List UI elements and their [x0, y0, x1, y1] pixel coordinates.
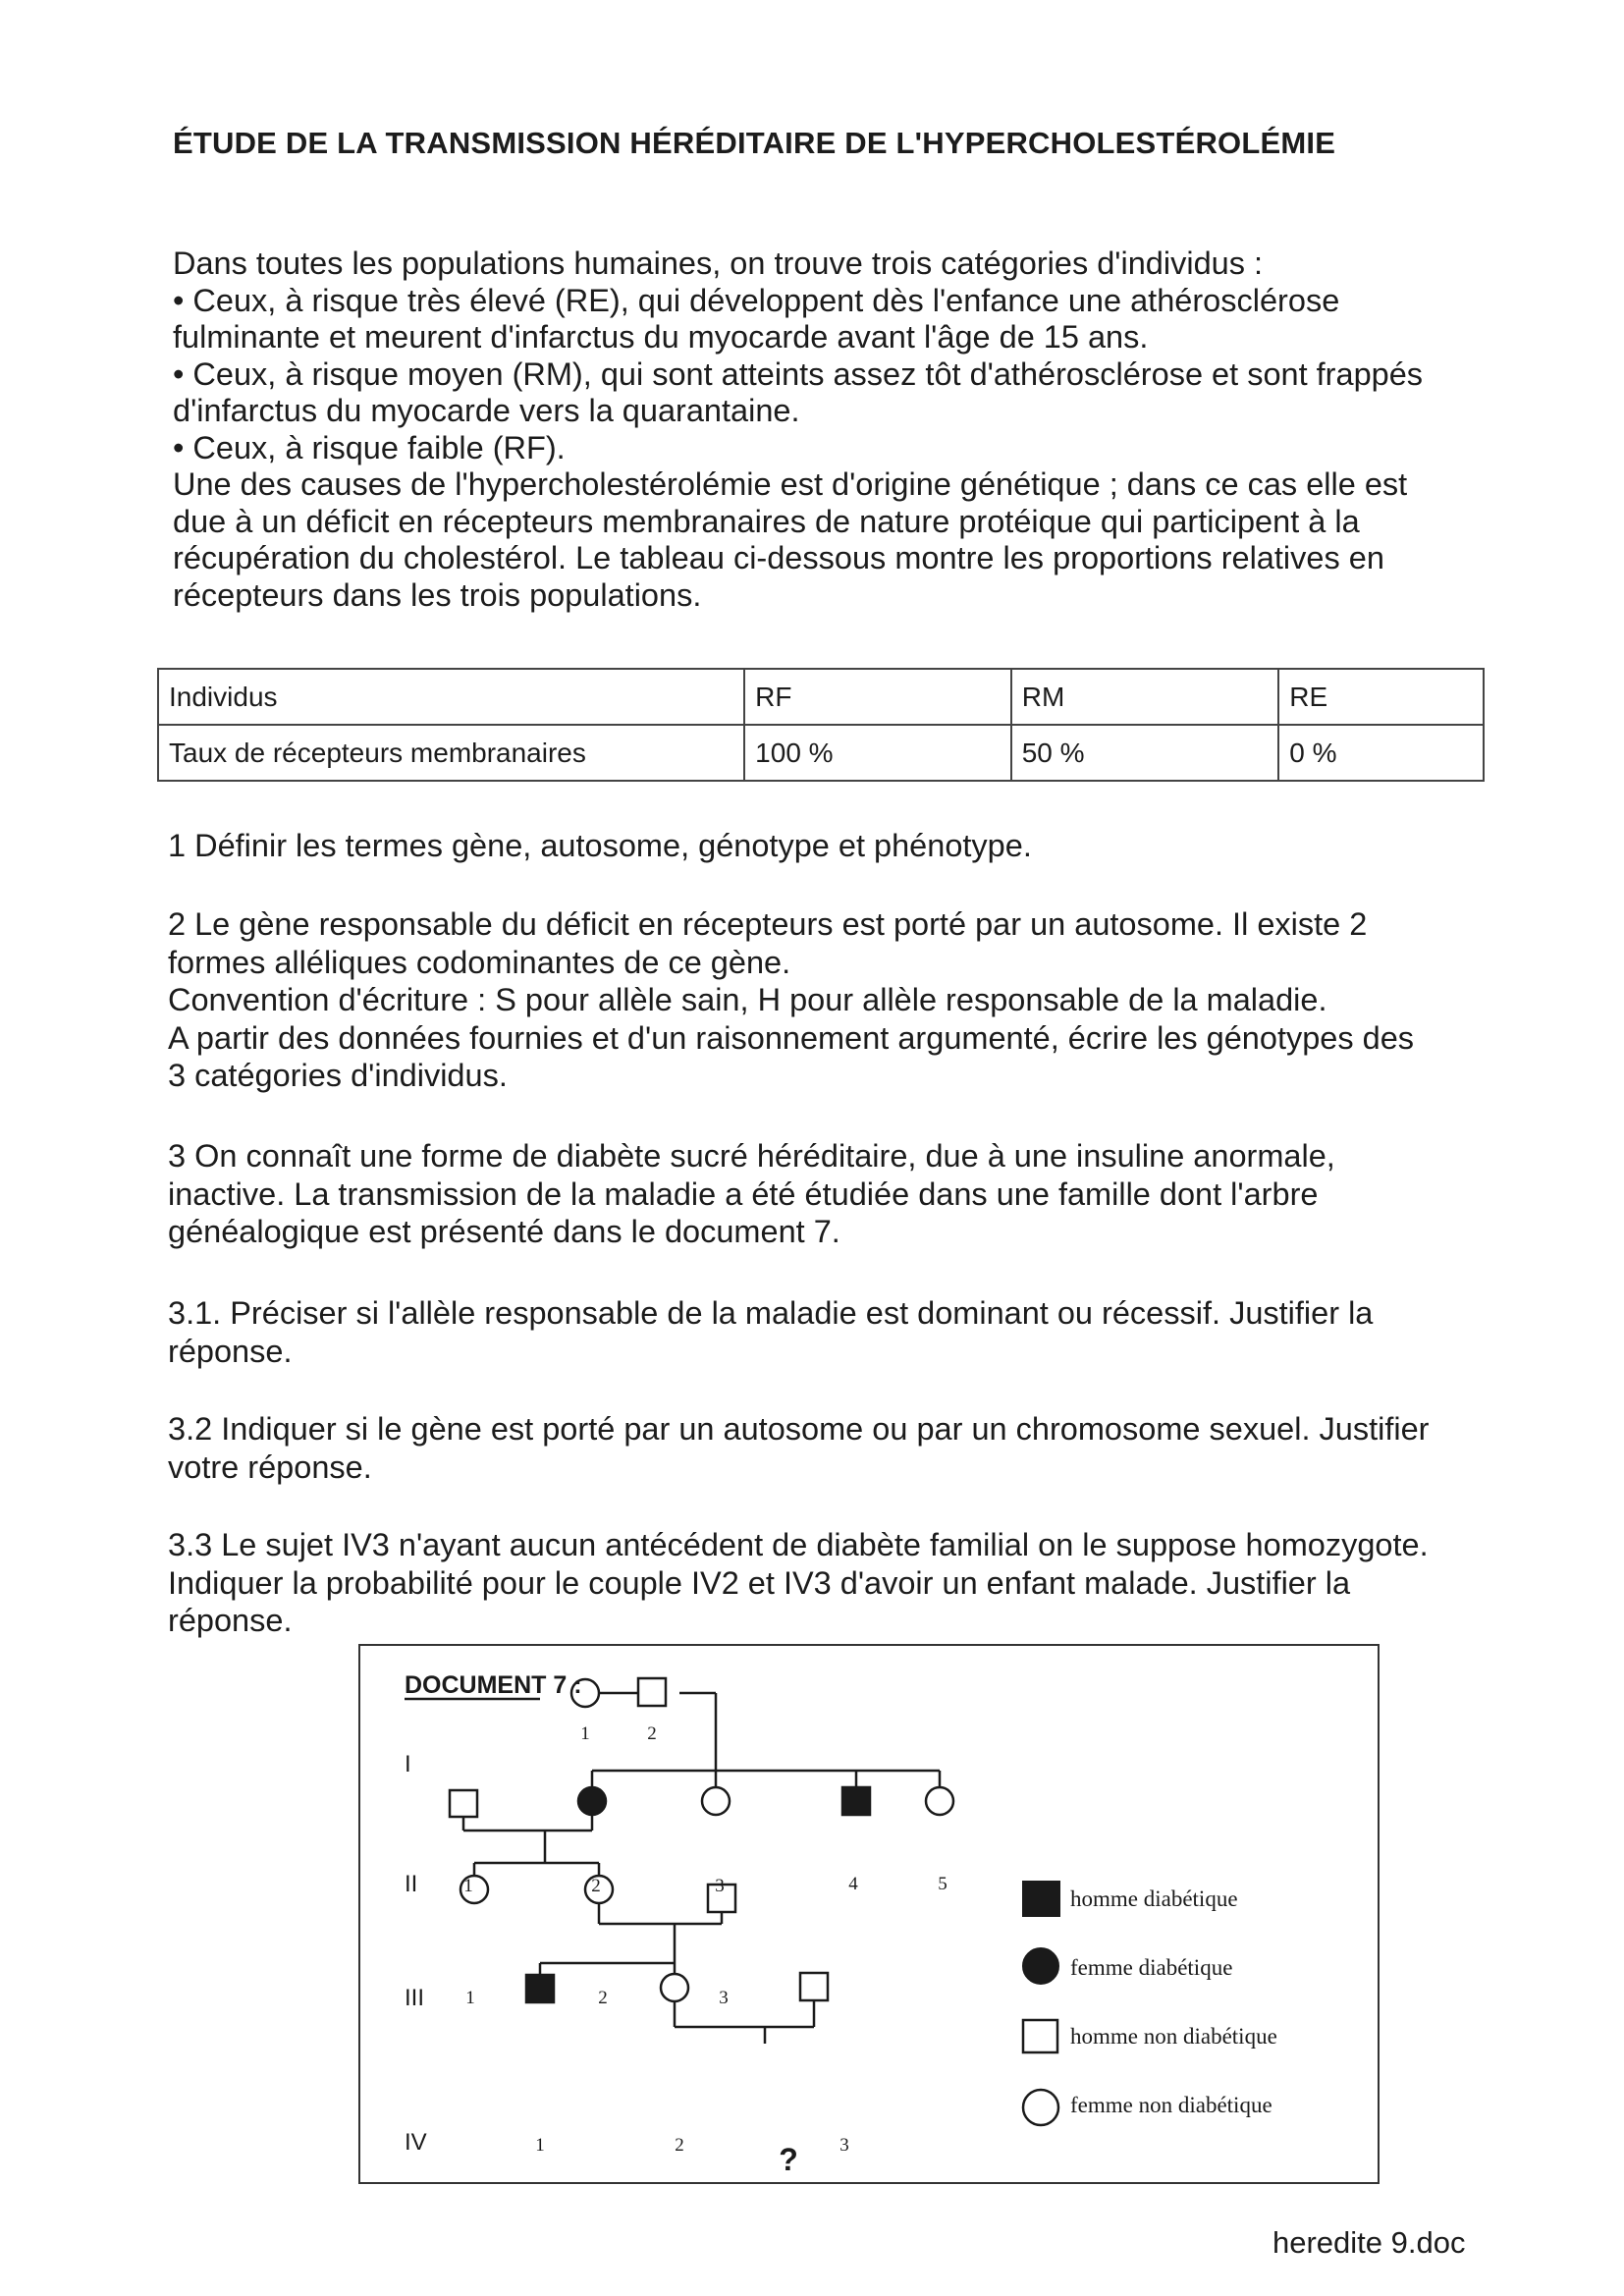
legend-empty-square-icon [1023, 2020, 1057, 2052]
individual-number: 3 [719, 1988, 729, 2008]
legend-label: femme non diabétique [1070, 2093, 1272, 2117]
question-line: 3.3 Le sujet IV3 n'ayant aucun antécédent de diabète familial on le suppose homozygote. [168, 1527, 1429, 1562]
question-line: 1 Définir les termes gène, autosome, génotype et phénotype. [168, 828, 1032, 863]
intro-line: récepteurs dans les trois populations. [173, 576, 702, 613]
question-line: 3.2 Indiquer si le gène est porté par un autosome ou par un chromosome sexuel. Justifier [168, 1411, 1430, 1447]
generation-label-III: III [405, 1985, 425, 2011]
pedigree-chart [360, 1646, 1378, 2182]
individual-IV1-affected-male [526, 1975, 554, 2002]
question-3-2 [168, 1410, 1513, 1486]
question-line: 3.1. Préciser si l'allèle responsable de la maladie est dominant ou récessif. Justifier la [168, 1295, 1374, 1331]
question-line: réponse. [168, 1333, 293, 1369]
intro-line: Dans toutes les populations humaines, on trouve trois catégories d'individus : [173, 246, 1264, 281]
intro-line: • Ceux, à risque faible (RF). [173, 429, 566, 465]
individual-number: 3 [839, 2135, 849, 2156]
table-row [158, 669, 1484, 725]
question-line: Convention d'écriture : S pour allèle sain, H pour allèle responsable de la maladie. [168, 982, 1327, 1017]
intro-line: récupération du cholestérol. Le tableau ci-dessous montre les proportions relatives en [173, 540, 1384, 575]
table-cell: Taux de récepteurs membranaires [158, 725, 744, 781]
question-1 [168, 827, 1513, 865]
question-line: inactive. La transmission de la maladie a été étudiée dans une famille dont l'arbre [168, 1175, 1319, 1212]
individual-number: 3 [715, 1876, 725, 1896]
document-heading: DOCUMENT 7 : [405, 1671, 582, 1699]
individual-number: 4 [848, 1874, 858, 1894]
intro-line: • Ceux, à risque très élevé (RE), qui développent dès l'enfance une athérosclérose [173, 282, 1340, 318]
intro-line: due à un déficit en récepteurs membranaires de nature protéique qui participent à la [173, 503, 1360, 539]
individual-IV2-unaffected-female [661, 1974, 688, 2001]
table-cell: 0 % [1278, 725, 1484, 781]
table-cell: RE [1278, 669, 1484, 725]
individual-number: 1 [463, 1876, 473, 1896]
receptor-table [157, 668, 1485, 782]
question-line: 2 Le gène responsable du déficit en récepteurs est porté par un autosome. Il existe 2 [168, 906, 1368, 942]
question-2 [168, 905, 1513, 1095]
question-line: généalogique est présenté dans le document 7. [168, 1214, 840, 1249]
question-line: 3 On connaît une forme de diabète sucré héréditaire, due à une insuline anormale, [168, 1138, 1335, 1174]
generation-label-II: II [405, 1871, 418, 1897]
table-cell: RM [1011, 669, 1279, 725]
individual-II1-unaffected-male [450, 1790, 477, 1817]
intro-paragraph [173, 246, 1498, 614]
question-line: formes alléliques codominantes de ce gène. [168, 944, 791, 980]
document-7-frame [358, 1644, 1380, 2184]
question-mark: ? [779, 2142, 798, 2177]
generation-label-I: I [405, 1751, 411, 1777]
question-line: Indiquer la probabilité pour le couple IV2 et IV3 d'avoir un enfant malade. Justifier la [168, 1564, 1351, 1601]
individual-II2-affected-female [578, 1787, 606, 1815]
individual-number: 2 [647, 1723, 657, 1744]
intro-line: Une des causes de l'hypercholestérolémie est d'origine génétique ; dans ce cas elle est [173, 466, 1408, 502]
intro-line: fulminante et meurent d'infarctus du myocarde avant l'âge de 15 ans. [173, 319, 1149, 355]
question-line: A partir des données fournies et d'un raisonnement argumenté, écrire les génotypes des [168, 1019, 1415, 1056]
table-cell: 50 % [1011, 725, 1279, 781]
intro-line: • Ceux, à risque moyen (RM), qui sont atteints assez tôt d'athérosclérose et sont frappés [173, 355, 1424, 392]
question-line: réponse. [168, 1603, 293, 1638]
legend-label: femme diabétique [1070, 1955, 1233, 1980]
individual-I2-unaffected-male [638, 1678, 666, 1706]
legend-label: homme non diabétique [1070, 2024, 1277, 2049]
individual-number: 2 [675, 2135, 684, 2156]
table-cell: RF [744, 669, 1011, 725]
footer-filename: heredite 9.doc [1272, 2225, 1466, 2260]
individual-II5-unaffected-female [926, 1787, 953, 1815]
table-row [158, 725, 1484, 781]
question-3-3 [168, 1526, 1513, 1640]
question-line: 3 catégories d'individus. [168, 1058, 508, 1093]
individual-number: 1 [465, 1988, 475, 2008]
question-3-1 [168, 1294, 1513, 1370]
generation-label-IV: IV [405, 2129, 427, 2156]
legend-label: homme diabétique [1070, 1886, 1238, 1911]
individual-II4-affected-male [842, 1787, 870, 1815]
legend-filled-circle-icon [1023, 1948, 1058, 1984]
individual-number: 2 [591, 1876, 601, 1896]
question-3 [168, 1137, 1513, 1251]
individual-number: 5 [938, 1874, 947, 1894]
individual-number: 1 [580, 1723, 590, 1744]
individual-II3-unaffected-female [702, 1787, 730, 1815]
table-cell: 100 % [744, 725, 1011, 781]
intro-line: d'infarctus du myocarde vers la quarantaine. [173, 393, 800, 428]
legend-empty-circle-icon [1023, 2090, 1058, 2125]
legend-filled-square-icon [1023, 1882, 1059, 1916]
individual-IV3-unaffected-male [800, 1973, 828, 2000]
page-title: ÉTUDE DE LA TRANSMISSION HÉRÉDITAIRE DE L'HYPERCHOLESTÉROLÉMIE [173, 126, 1336, 160]
table-cell: Individus [158, 669, 744, 725]
question-line: votre réponse. [168, 1449, 372, 1485]
individual-number: 2 [598, 1988, 608, 2008]
individual-number: 1 [535, 2135, 545, 2156]
